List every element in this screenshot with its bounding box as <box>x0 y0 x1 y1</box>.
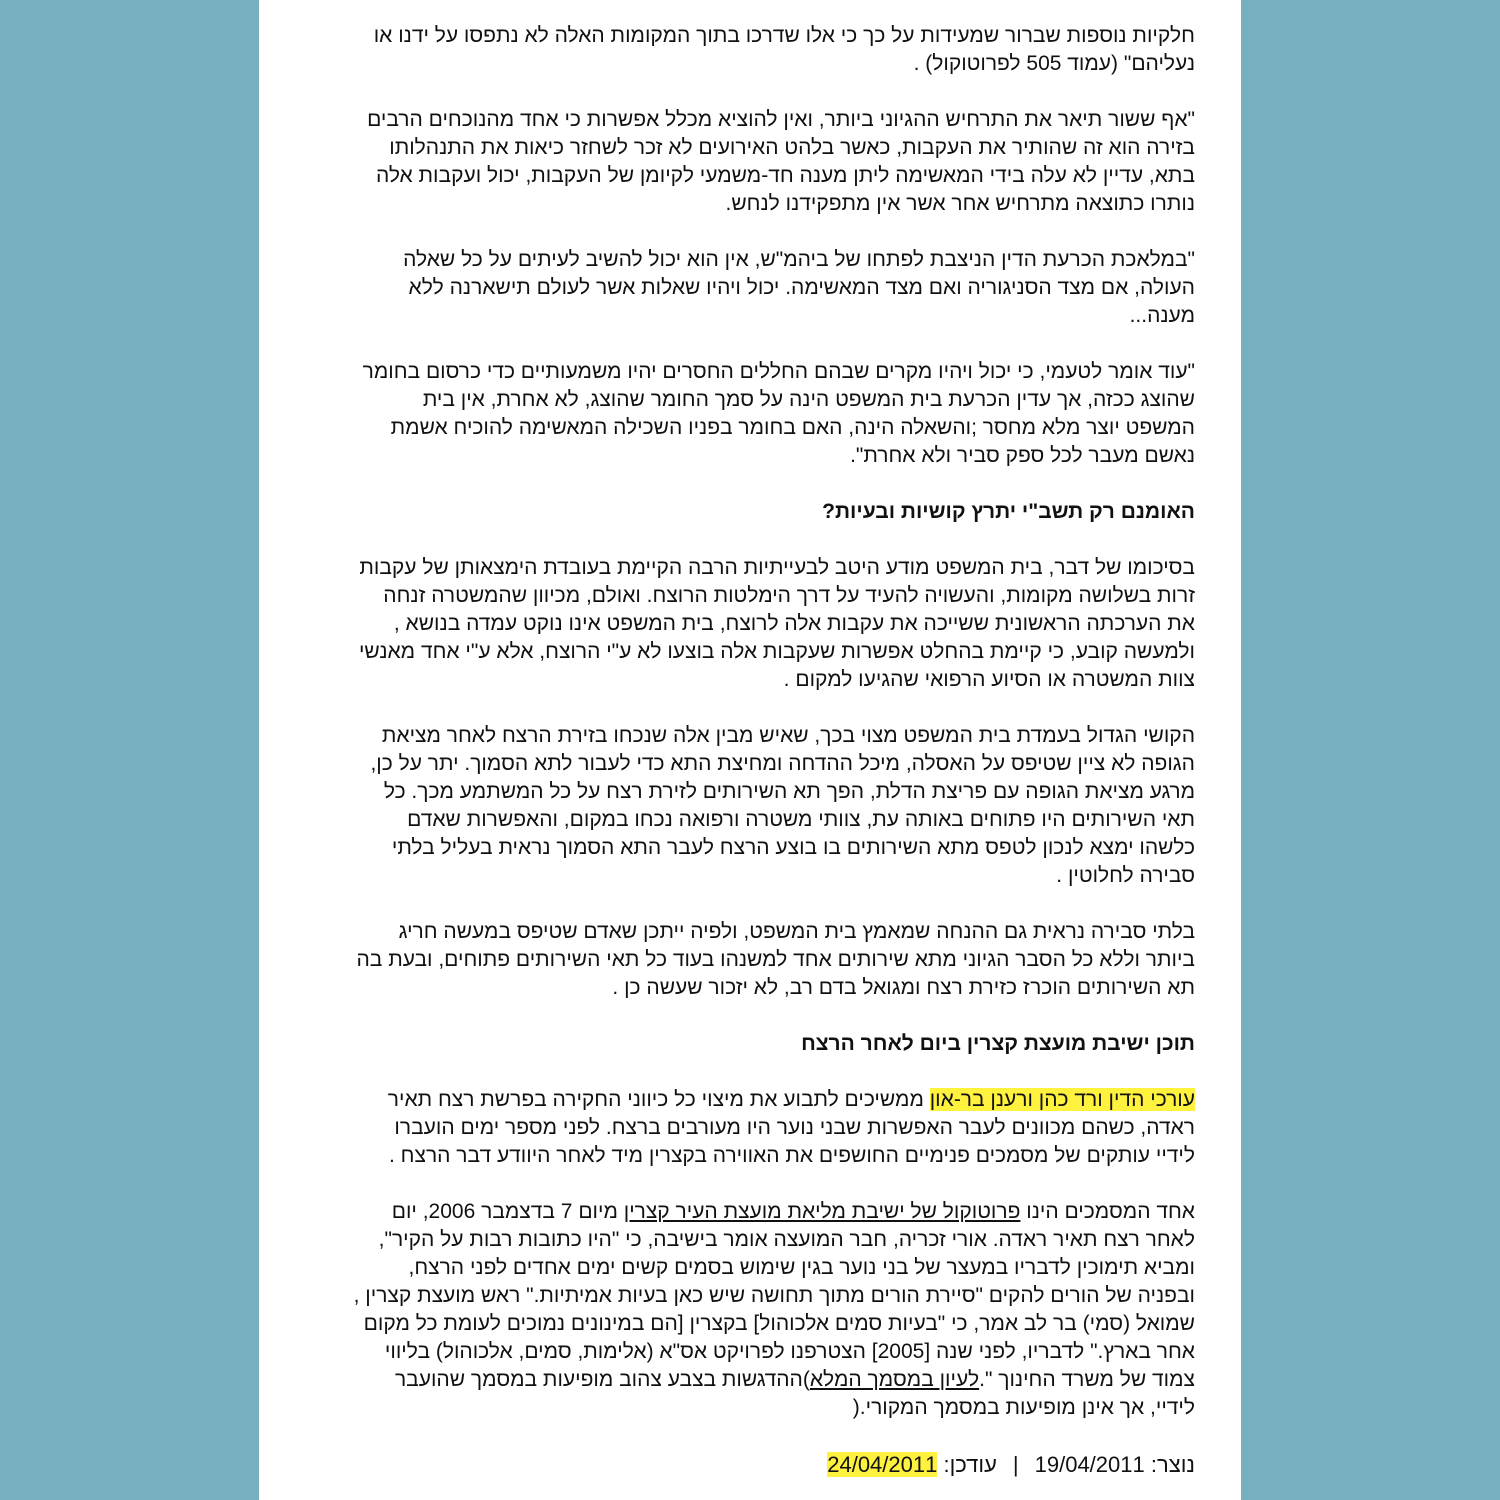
text-line: שהוצג ככזה, אך עדין הכרעת בית המשפט הינה על סמך החומר שהוצג, לא אחרת, אין בית <box>422 388 1195 411</box>
text-line: ביותר וללא כל הסבר הגיוני מתא שירותים אחד למשנהו בעוד כל תאי השירותים פתוחים, ובעת בה <box>356 948 1195 971</box>
dates-footer <box>295 1450 1195 1480</box>
text-line: שמואל (סמי) בר לב אמר, כי "בעיות סמים אלכוהול] בקצרין [הם במינונים נמוכים לעומת כל מקום <box>363 1312 1195 1335</box>
text-line: אחר בארץ." לדבריו, לפני שנה [2005] הצטרפנו לפרויקט אס"א (אלימות, סמים, אלכוהול) בליווי <box>384 1340 1195 1363</box>
text-line: נעליהם" (עמוד 505 לפרוטוקול) . <box>913 52 1195 75</box>
updated-label: עודכן <box>949 1452 997 1477</box>
highlighted-names: עורכי הדין ורד כהן ורענן בר-און <box>929 1088 1195 1111</box>
section-heading: תוכן ישיבת מועצת קצרין ביום לאחר הרצח <box>801 1032 1195 1055</box>
quote-paragraph-2 <box>295 246 1195 330</box>
text-line: בסיכומו של דבר, בית המשפט מודע היטב לבעייתיות הרבה הקיימת בעובדת הימצאותן של עקבות <box>359 556 1195 579</box>
text-line: נאשם מעבר לכל ספק סביר ולא אחרת". <box>850 444 1195 467</box>
text-line: חלקיות נוספות שברור שמעידות על כך כי אלו שדרכו בתוך המקומות האלה לא נתפסו על ידנו או <box>373 24 1195 47</box>
text-line: ראדה, כשהם מכוונים לעבר האפשרות שבני נוער היו מעורבים ברצח. לפני מספר ימים הועברו <box>394 1116 1195 1139</box>
paragraph-unreasonable <box>295 918 1195 1002</box>
section-heading: האומנם רק תשב"י יתרץ קושיות ובעיות? <box>822 500 1195 523</box>
quote-paragraph-3 <box>295 358 1195 470</box>
text-fragment: ממשיכים לתבוע את מיצוי כל כיווני החקירה בפרשת רצח תאיר <box>387 1088 930 1111</box>
paragraph-1 <box>295 22 1195 78</box>
text-line: נותרו כתוצאה מתרחיש אחר אשר אין מתפקידנו לנחש. <box>725 192 1195 215</box>
paragraph-protocol <box>295 1198 1195 1422</box>
text-line: לאחר רצח תאיר ראדה. אורי זכריה, חבר המועצה אומר בישיבה, כי "היו כתובות רבות על הקיר", <box>378 1228 1195 1251</box>
paragraph-summary <box>295 554 1195 694</box>
text-line: בלתי סבירה נראית גם ההנחה שמאמץ בית המשפט, ולפיה ייתכן שאדם שטיפס במעשה חריג <box>398 920 1195 943</box>
text-fragment: צמוד של משרד החינוך ". <box>979 1368 1195 1391</box>
text-line: המשפט יוצר מלא מחסר ;והשאלה הינה, האם בחומר בפניו השכילה המאשימה להוכיח אשמת <box>390 416 1195 439</box>
text-line: ולמעשה קובע, כי קיימת בהחלט אפשרות שעקבות אלה בוצעו לא ע"י הרוצח, אלא ע"י אחד מאנשי <box>358 640 1195 663</box>
text-line: סבירה לחלוטין . <box>1056 864 1195 887</box>
text-line: תא השירותים הוכרז כזירת רצח ומגואל בדם רב, לא יזכור שעשה כן . <box>612 976 1195 999</box>
text-line: הגופה לא ציין שטיפס על האסלה, מיכל ההדחה ומחיצת התא כדי לעבור לתא הסמוך. יתר על כן, <box>370 752 1195 775</box>
text-line: זרות בשלושה מקומות, והעשויה להעיד על דרך הימלטות הרוצח. ואולם, מכיוון שהמשטרה זנחה <box>383 584 1195 607</box>
text-line: בזירה הוא זה שהותיר את העקבות, כאשר בלהט האירועים לא זכר לשחזר כיאות את התנהלותו <box>389 136 1195 159</box>
text-line: את הערכתה הראשונית ששייכה את עקבות אלה לרוצח, בית המשפט אינו נוקט עמדה בנושא , <box>393 612 1195 635</box>
text-fragment: אחד המסמכים הינו <box>1020 1200 1195 1223</box>
text-line: לידיי, אך אינן מופיעות במסמך המקורי.( <box>852 1396 1195 1419</box>
text-line <box>295 1086 1195 1114</box>
text-line: "עוד אומר לטעמי, כי יכול ויהיו מקרים שבהם החללים החסרים יהיו משמעותיים כדי כרסום בחומר <box>362 360 1195 383</box>
text-fragment: )ההדגשות בצבע צהוב מופיעות במסמך שהועבר <box>394 1368 810 1391</box>
protocol-link[interactable]: פרוטוקול של ישיבת מליאת מועצת העיר קצרין <box>623 1200 1021 1223</box>
text-line: צוות המשטרה או הסיוע הרפואי שהגיעו למקום . <box>783 668 1195 691</box>
text-line: ומביא תימוכין לדבריו במעצר של בני נוער בגין שימוש בסמים קשים ימים אחדים לפני הרצח, <box>408 1256 1195 1279</box>
text-line: "במלאכת הכרעת הדין הניצבת לפתחו של ביהמ"ש, אין הוא יכול להשיב לעיתים על כל שאלה <box>403 248 1195 271</box>
text-line <box>295 1198 1195 1226</box>
created-date: 19/04/2011 <box>1034 1452 1145 1477</box>
text-line: בתא, עדיין לא עלה בידי המאשימה ליתן מענה חד-משמעי לקיומן של העקבות, יכול ועקבות אלה <box>375 164 1195 187</box>
text-line: לידיי עותקים של מסמכים פנימיים החושפים את האווירה בקצרין מיד לאחר היוודע דבר הרצח . <box>389 1144 1195 1167</box>
text-line: מרגע מציאת הגופה עם פריצת הדלת, הפך תא השירותים לזירת רצח על כל המשתמע מכך. כל <box>383 780 1195 803</box>
text-line: "אף ששור תיאר את התרחיש ההגיוני ביותר, ואין להוציא מכלל אפשרות כי אחד מהנוכחים הרבים <box>367 108 1195 131</box>
text-line: ובפניה של הורים להקים "סיירת הורים מתוך תחושה שיש כאן בעיות אמיתיות." ראש מועצת קצרין , <box>353 1284 1195 1307</box>
document-page <box>259 0 1241 1500</box>
quote-paragraph-1 <box>295 106 1195 218</box>
footer-separator: | <box>1012 1452 1019 1477</box>
text-line: מענה... <box>1129 304 1195 327</box>
full-document-link[interactable]: לעיון במסמך המלא <box>809 1368 980 1391</box>
paragraph-difficulty <box>295 722 1195 890</box>
created-label: נוצר <box>1156 1452 1195 1477</box>
colon: : <box>937 1452 950 1477</box>
text-fragment: מיום 7 בדצמבר 2006, יום <box>391 1200 624 1223</box>
text-line: כלשהו ימצא לנכון לטפס מתא השירותים בו בוצע הרצח לעבר התא הסמוך נראית בעליל בלתי <box>391 836 1195 859</box>
updated-date: 24/04/2011 <box>827 1452 938 1477</box>
text-line: תאי השירותים היו פתוחים באותה עת, צוותי משטרה ורפואה נכחו במקום, והאפשרות שאדם <box>407 808 1195 831</box>
paragraph-lawyers <box>295 1086 1195 1170</box>
colon: : <box>1144 1452 1157 1477</box>
text-line: הקושי הגדול בעמדת בית המשפט מצוי בכך, שאיש מבין אלה שנכחו בזירת הרצח לאחר מציאת <box>381 724 1195 747</box>
document-content <box>295 22 1195 1480</box>
text-line: העולה, אם מצד הסניגוריה ואם מצד המאשימה. יכול ויהיו שאלות אשר לעולם תישארנה ללא <box>408 276 1195 299</box>
text-line <box>295 1366 1195 1394</box>
